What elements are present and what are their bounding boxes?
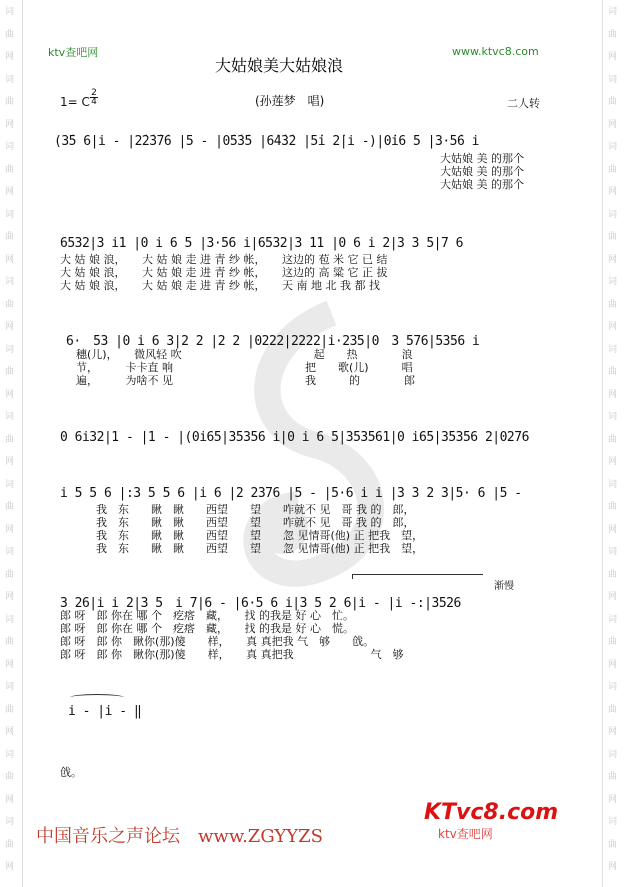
margin-char: 词 [5, 817, 15, 827]
notation-line-3: 6· 53 |0 i 6 3|2 2 |2 2 |0222|2222|i·235|0 3 576|5356 i [66, 334, 480, 349]
lyric-line: 大姑娘 美 的那个 [440, 165, 524, 178]
margin-char: 曲 [5, 232, 15, 242]
margin-char: 网 [5, 119, 15, 130]
lyric-line: 大 姑 娘 浪， 大 姑 娘 走 进 青 纱 帐， 天 南 地 北 我 都 找 [60, 279, 380, 292]
lyric-line: 郎 呀 郎 你 瞅你(那)傻 样， 真 真把我 气 够 [60, 648, 404, 661]
margin-char: 网 [5, 794, 15, 805]
margin-char: 词 [608, 74, 618, 85]
margin-char: 词 [5, 209, 15, 220]
margin-char: 网 [5, 254, 15, 265]
margin-char: 网 [608, 187, 618, 197]
notation-line-4: 0 6i32|1 - |1 - |(0i65|35356 i|0 i 6 5|353561|0 i65|35356 2|0276 [60, 430, 529, 445]
margin-char: 网 [608, 862, 618, 872]
margin-char: 词 [608, 749, 618, 760]
time-bottom: 4 [91, 97, 97, 107]
forum-watermark: 中国音乐之声论坛 www.ZGYYZS [36, 826, 323, 847]
margin-char: 曲 [608, 232, 618, 242]
lyric-line: 我 东 瞅 瞅 西望 望 忽 见情哥(他) 正 把我 望， [96, 542, 424, 555]
margin-char: 词 [608, 7, 618, 17]
margin-char: 词 [5, 277, 15, 287]
margin-char: 网 [5, 389, 15, 400]
margin-char: 网 [608, 254, 618, 265]
lyric-line: 大姑娘 美 的那个 [440, 152, 524, 165]
margin-char: 词 [608, 817, 618, 827]
margin-char: 曲 [5, 704, 15, 715]
margin-char: 词 [608, 479, 618, 490]
lyric-line: 郎 呀 郎 你在 哪 个 疙瘩 藏， 找 的我是 好 心 忙。 [60, 609, 354, 622]
margin-char: 网 [5, 659, 15, 670]
site-name-left: ktv查吧网 [48, 46, 99, 59]
margin-char: 曲 [5, 839, 15, 850]
margin-char: 网 [5, 322, 15, 332]
lyrics-block-1 [440, 152, 524, 191]
margin-char: 网 [608, 119, 618, 130]
margin-char: 曲 [5, 637, 15, 647]
key-signature: 1= C [60, 95, 90, 109]
margin-char: 网 [608, 52, 618, 62]
notation-line-6: 3 26|i i 2|3 5 i 7|6 - |6·5 6 i|3 5 2 6|i - |i -:|3526 [60, 596, 461, 611]
notation-line-5: i 5 5 6 |:3 5 5 6 |i 6 |2 2376 |5 - |5·6 i i |3 3 2 3|5· 6 |5 - [60, 486, 522, 501]
margin-char: 网 [608, 457, 618, 467]
margin-char: 曲 [5, 502, 15, 512]
margin-char: 词 [608, 547, 618, 557]
margin-char: 词 [5, 749, 15, 760]
lyric-line: 大 姑 娘 浪， 大 姑 娘 走 进 青 纱 帐， 这边的 高 粱 它 正 拔 [60, 266, 388, 279]
margin-char: 词 [5, 682, 15, 692]
margin-char: 曲 [608, 164, 618, 175]
margin-char: 词 [5, 7, 15, 17]
style-label: 二人转 [507, 97, 540, 110]
margin-char: 网 [5, 862, 15, 872]
lyrics-block-3 [76, 348, 415, 387]
margin-char: 网 [5, 52, 15, 62]
margin-char: 网 [5, 524, 15, 535]
margin-char: 曲 [608, 772, 618, 782]
margin-char: 词 [608, 344, 618, 355]
lyrics-block-2 [60, 253, 387, 292]
margin-char: 词 [608, 142, 618, 152]
margin-char: 曲 [5, 367, 15, 377]
notation-line-2: 6532|3 i1 |0 i 6 5 |3·56 i|6532|3 11 |0 6 i 2|3 3 5|7 6 [60, 236, 463, 251]
margin-char: 曲 [5, 569, 15, 580]
time-top: 2 [91, 88, 97, 98]
margin-char: 曲 [608, 434, 618, 445]
margin-char: 曲 [5, 299, 15, 310]
ritardando-mark: 渐慢 [494, 581, 514, 592]
lyric-line: 我 东 瞅 瞅 西望 望 忽 见情哥(他) 正 把我 望， [96, 529, 424, 542]
lyric-line: 穗(儿)， 微风轻 吹 起 热 浪 [76, 348, 413, 361]
margin-char: 曲 [608, 29, 618, 40]
margin-char: 曲 [5, 97, 15, 107]
lyrics-block-5 [96, 503, 423, 555]
margin-char: 网 [608, 389, 618, 400]
margin-char: 词 [608, 209, 618, 220]
lyric-line: 大 姑 娘 浪， 大 姑 娘 走 进 青 纱 帐， 这边的 苞 米 它 已 结 [60, 253, 388, 266]
margin-char: 网 [608, 524, 618, 535]
margin-char: 曲 [608, 97, 618, 107]
lyric-line: 节， 卡卡直 响 把 歌(儿) 唱 [76, 361, 413, 374]
lyric-line: 遍， 为啥不 见 我 的 郎 [76, 374, 415, 387]
margin-char: 曲 [608, 569, 618, 580]
margin-char: 曲 [5, 164, 15, 175]
margin-char: 词 [608, 412, 618, 422]
margin-char: 曲 [608, 502, 618, 512]
lyric-line: 我 东 瞅 瞅 西望 望 咋就不 见 哥 我 的 郎， [96, 516, 415, 529]
site-url-right: www.ktvc8.com [452, 45, 539, 58]
time-signature [90, 89, 98, 106]
margin-char: 词 [608, 614, 618, 625]
right-margin [602, 0, 625, 887]
margin-char: 曲 [608, 299, 618, 310]
lyric-line: 大姑娘 美 的那个 [440, 178, 524, 191]
margin-char: 网 [5, 457, 15, 467]
lyric-line: 郎 呀 郎 你 瞅你(那)傻 样， 真 真把我 气 够 戗。 [60, 635, 375, 648]
lyric-line: 郎 呀 郎 你在 哪 个 疙瘩 藏， 找 的我是 好 心 慌。 [60, 622, 354, 635]
margin-char: 曲 [608, 839, 618, 850]
tie-arc [70, 694, 124, 701]
margin-char: 网 [5, 727, 15, 737]
margin-char: 词 [5, 479, 15, 490]
site-logo-subtitle: ktv查吧网 [438, 827, 493, 841]
margin-char: 词 [5, 547, 15, 557]
margin-char: 曲 [5, 772, 15, 782]
margin-char: 词 [608, 682, 618, 692]
margin-char: 曲 [608, 367, 618, 377]
notation-line-7: i - |i - ‖ [68, 704, 142, 719]
margin-char: 曲 [5, 29, 15, 40]
margin-char: 网 [608, 727, 618, 737]
margin-char: 曲 [5, 434, 15, 445]
singer-credit: (孙莲梦 唱) [255, 94, 325, 108]
margin-char: 网 [608, 659, 618, 670]
margin-char: 曲 [608, 637, 618, 647]
margin-char: 词 [5, 74, 15, 85]
lyrics-block-6 [60, 609, 404, 661]
margin-char: 网 [608, 592, 618, 602]
margin-char: 网 [5, 592, 15, 602]
margin-char: 词 [5, 614, 15, 625]
margin-char: 网 [608, 322, 618, 332]
margin-char: 词 [5, 142, 15, 152]
margin-char: 词 [5, 412, 15, 422]
margin-char: 词 [608, 277, 618, 287]
lyric-line: 我 东 瞅 瞅 西望 望 咋就不 见 哥 我 的 郎， [96, 503, 415, 516]
margin-char: 网 [5, 187, 15, 197]
left-margin [0, 0, 23, 887]
margin-char: 曲 [608, 704, 618, 715]
notation-line-1: (3̇5 6|i - |2̇2̇3̇7̇6 |5 - |0̇5̇3̇5 |6̇4̇3̇2 |5̇i 2̇|i -)|0̇i6 5 |3·5̇6 i [54, 134, 479, 149]
site-logo: KTvc8.com [424, 800, 559, 825]
margin-char: 网 [608, 794, 618, 805]
margin-char: 词 [5, 344, 15, 355]
final-lyric: 戗。 [60, 766, 82, 779]
song-title: 大姑娘美大姑娘浪 [215, 56, 344, 75]
volta-bracket [352, 574, 483, 579]
